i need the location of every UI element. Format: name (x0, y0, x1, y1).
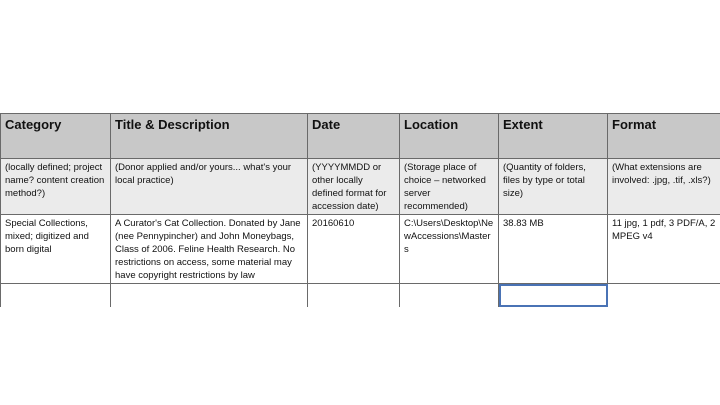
header-format[interactable]: Format (608, 114, 720, 159)
cell-text: (locally defined; project name? content creation method?) (5, 162, 105, 199)
header-title-description[interactable]: Title & Description (111, 114, 308, 159)
cell-text: C:\Users\Desktop\NewAccessions\Masters (404, 218, 494, 255)
empty-cell[interactable] (400, 284, 499, 308)
cell-text: 11 jpg, 1 pdf, 3 PDF/A, 2 MPEG v4 (612, 218, 716, 242)
cell-text: Special Collections, mixed; digitized and born digital (5, 218, 89, 255)
guidance-location-cell[interactable] (400, 159, 499, 215)
cell-text: 20160610 (312, 218, 355, 229)
empty-row (1, 284, 720, 308)
selected-empty-cell[interactable] (499, 284, 608, 308)
header-category[interactable]: Category (1, 114, 111, 159)
accession-table (0, 113, 720, 307)
cell-text: 38.83 MB (503, 218, 544, 229)
guidance-title-cell[interactable] (111, 159, 308, 215)
header-row (1, 114, 720, 159)
guidance-category-cell[interactable] (1, 159, 111, 215)
cell-text: (Quantity of folders, files by type or total size) (503, 162, 586, 199)
spreadsheet-area (0, 113, 720, 405)
cell-text: (YYYYMMDD or other locally defined format for accession date) (312, 162, 387, 212)
entry-format-cell[interactable] (608, 215, 720, 284)
empty-cell[interactable] (1, 284, 111, 308)
guidance-date-cell[interactable] (308, 159, 400, 215)
cell-text: A Curator's Cat Collection. Donated by Jane (nee Pennypincher) and John Moneybags, Class of 2006. Feline Health Research. No restrictions on access, some material may have copyright restrictions by law (115, 218, 301, 281)
entry-location-cell[interactable] (400, 215, 499, 284)
cell-text: (What extensions are involved: .jpg, .tif, .xls?) (612, 162, 711, 186)
entry-category-cell[interactable] (1, 215, 111, 284)
empty-cell[interactable] (608, 284, 720, 308)
header-date[interactable]: Date (308, 114, 400, 159)
empty-cell[interactable] (308, 284, 400, 308)
table-row (1, 215, 720, 284)
entry-title-cell[interactable] (111, 215, 308, 284)
cell-text: (Storage place of choice – networked server recommended) (404, 162, 486, 212)
guidance-row (1, 159, 720, 215)
header-extent[interactable]: Extent (499, 114, 608, 159)
guidance-extent-cell[interactable] (499, 159, 608, 215)
cell-text: (Donor applied and/or yours... what's your local practice) (115, 162, 292, 186)
header-location[interactable]: Location (400, 114, 499, 159)
entry-date-cell[interactable] (308, 215, 400, 284)
guidance-format-cell[interactable] (608, 159, 720, 215)
empty-cell[interactable] (111, 284, 308, 308)
entry-extent-cell[interactable] (499, 215, 608, 284)
